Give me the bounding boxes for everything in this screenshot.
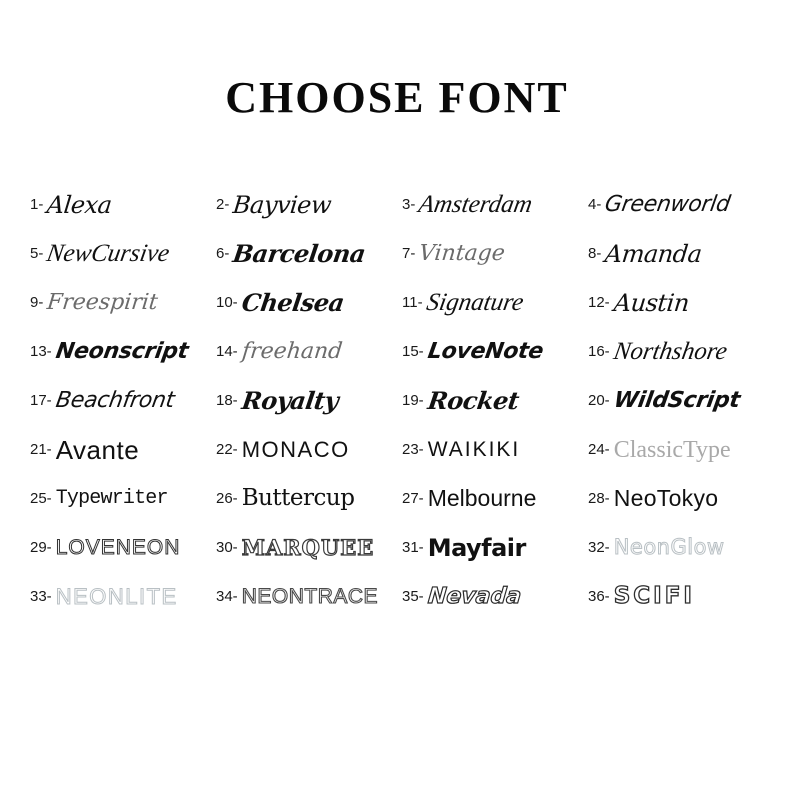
font-option-number: 7- (402, 245, 416, 262)
font-option-name: ClassicType (613, 436, 731, 463)
font-option-name: Mayfair (427, 533, 526, 562)
font-option-avante[interactable] (28, 425, 210, 474)
font-option-name: Melbourne (427, 485, 537, 511)
font-option-number: 19- (402, 392, 424, 409)
font-option-chelsea[interactable] (214, 278, 396, 327)
font-option-name: NewCursive (44, 240, 172, 267)
font-option-name: Amsterdam (416, 191, 535, 218)
font-option-melbourne[interactable] (400, 474, 582, 523)
font-option-number: 18- (216, 392, 238, 409)
font-option-number: 29- (30, 539, 52, 556)
font-option-number: 36- (588, 588, 610, 605)
font-option-number: 12- (588, 294, 610, 311)
font-option-name: MONACO (241, 436, 350, 462)
font-option-name: Beachfront (53, 387, 176, 413)
font-option-name: MARQUEE (241, 535, 375, 560)
font-option-name: Freespirit (46, 289, 160, 315)
font-option-name: Royalty (239, 385, 340, 415)
font-option-name: Rocket (425, 385, 521, 415)
font-option-number: 23- (402, 441, 424, 458)
font-option-number: 16- (588, 343, 610, 360)
font-option-number: 13- (30, 343, 52, 360)
font-option-name: Typewriter (55, 486, 168, 510)
font-option-number: 5- (30, 245, 44, 262)
font-option-number: 20- (588, 392, 610, 409)
font-option-amsterdam[interactable] (400, 180, 582, 229)
font-option-name: NEONTRACE (241, 585, 379, 608)
font-option-neotokyo[interactable] (586, 474, 768, 523)
font-option-monaco[interactable] (214, 425, 396, 474)
font-option-name: Nevada (426, 583, 522, 609)
font-option-lovenote[interactable] (400, 327, 582, 376)
font-option-number: 28- (588, 490, 610, 507)
font-option-name: Austin (612, 288, 691, 317)
font-option-loveneon[interactable] (28, 523, 210, 572)
font-option-greenworld[interactable] (586, 180, 768, 229)
font-option-neonglow[interactable] (586, 523, 768, 572)
font-option-buttercup[interactable] (214, 474, 396, 523)
font-option-number: 26- (216, 490, 238, 507)
font-option-number: 15- (402, 343, 424, 360)
font-option-number: 21- (30, 441, 52, 458)
font-option-northshore[interactable] (586, 327, 768, 376)
font-option-number: 3- (402, 196, 416, 213)
font-option-number: 4- (588, 196, 602, 213)
font-option-wildscript[interactable] (586, 376, 768, 425)
page-title: CHOOSE FONT (225, 73, 569, 122)
font-option-number: 10- (216, 294, 238, 311)
font-option-number: 35- (402, 588, 424, 605)
font-option-waikiki[interactable] (400, 425, 582, 474)
font-option-number: 17- (30, 392, 52, 409)
font-option-name: Neonscript (53, 338, 190, 364)
font-option-mayfair[interactable] (400, 523, 582, 572)
font-option-number: 33- (30, 588, 52, 605)
font-option-nevada[interactable] (400, 572, 582, 621)
font-option-number: 8- (588, 245, 602, 262)
font-option-freespirit[interactable] (28, 278, 210, 327)
font-option-name: NeonGlow (613, 535, 725, 559)
font-option-vintage[interactable] (400, 229, 582, 278)
font-option-number: 1- (30, 196, 44, 213)
font-option-number: 30- (216, 539, 238, 556)
font-option-neonlite[interactable] (28, 572, 210, 621)
font-option-number: 32- (588, 539, 610, 556)
font-option-name: Amanda (603, 239, 704, 268)
font-option-signature[interactable] (400, 278, 582, 327)
font-option-name: Signature (424, 289, 526, 316)
font-options-grid (28, 180, 768, 621)
font-option-alexa[interactable] (28, 180, 210, 229)
font-option-royalty[interactable] (214, 376, 396, 425)
font-option-name: LoveNote (425, 338, 545, 364)
font-option-bayview[interactable] (214, 180, 396, 229)
font-option-name: Barcelona (231, 238, 368, 268)
font-option-number: 11- (402, 294, 423, 311)
font-option-name: Vintage (418, 240, 507, 266)
font-option-number: 6- (216, 245, 230, 262)
font-option-name: NeoTokyo (613, 485, 719, 511)
font-option-number: 24- (588, 441, 610, 458)
font-option-name: Alexa (45, 190, 114, 219)
font-option-name: LOVENEON (55, 536, 181, 559)
font-option-freehand[interactable] (214, 327, 396, 376)
font-option-number: 14- (216, 343, 238, 360)
font-option-amanda[interactable] (586, 229, 768, 278)
font-option-number: 31- (402, 539, 424, 556)
font-option-scifi[interactable] (586, 572, 768, 621)
font-option-name: Chelsea (239, 287, 346, 317)
font-option-name: WildScript (611, 387, 742, 413)
font-option-name: Bayview (231, 190, 333, 219)
font-option-number: 25- (30, 490, 52, 507)
font-option-newcursive[interactable] (28, 229, 210, 278)
font-option-name: Avante (55, 434, 140, 465)
font-option-classictype[interactable] (586, 425, 768, 474)
font-option-name: WAIKIKI (427, 438, 521, 461)
font-option-neontrace[interactable] (214, 572, 396, 621)
font-option-number: 27- (402, 490, 424, 507)
font-option-typewriter[interactable] (28, 474, 210, 523)
font-option-barcelona[interactable] (214, 229, 396, 278)
font-option-austin[interactable] (586, 278, 768, 327)
font-option-number: 9- (30, 294, 44, 311)
font-option-number: 34- (216, 588, 238, 605)
font-option-beachfront[interactable] (28, 376, 210, 425)
font-option-neonscript[interactable] (28, 327, 210, 376)
font-option-name: SCIFI (613, 583, 695, 609)
font-option-name: Greenworld (603, 191, 733, 217)
font-option-name: Northshore (611, 338, 730, 365)
font-option-name: NEONLITE (55, 583, 178, 609)
font-option-name: Buttercup (241, 485, 355, 511)
font-option-name: freehand (240, 338, 344, 364)
font-option-number: 22- (216, 441, 238, 458)
font-option-marquee[interactable] (214, 523, 396, 572)
font-option-number: 2- (216, 196, 230, 213)
font-option-rocket[interactable] (400, 376, 582, 425)
